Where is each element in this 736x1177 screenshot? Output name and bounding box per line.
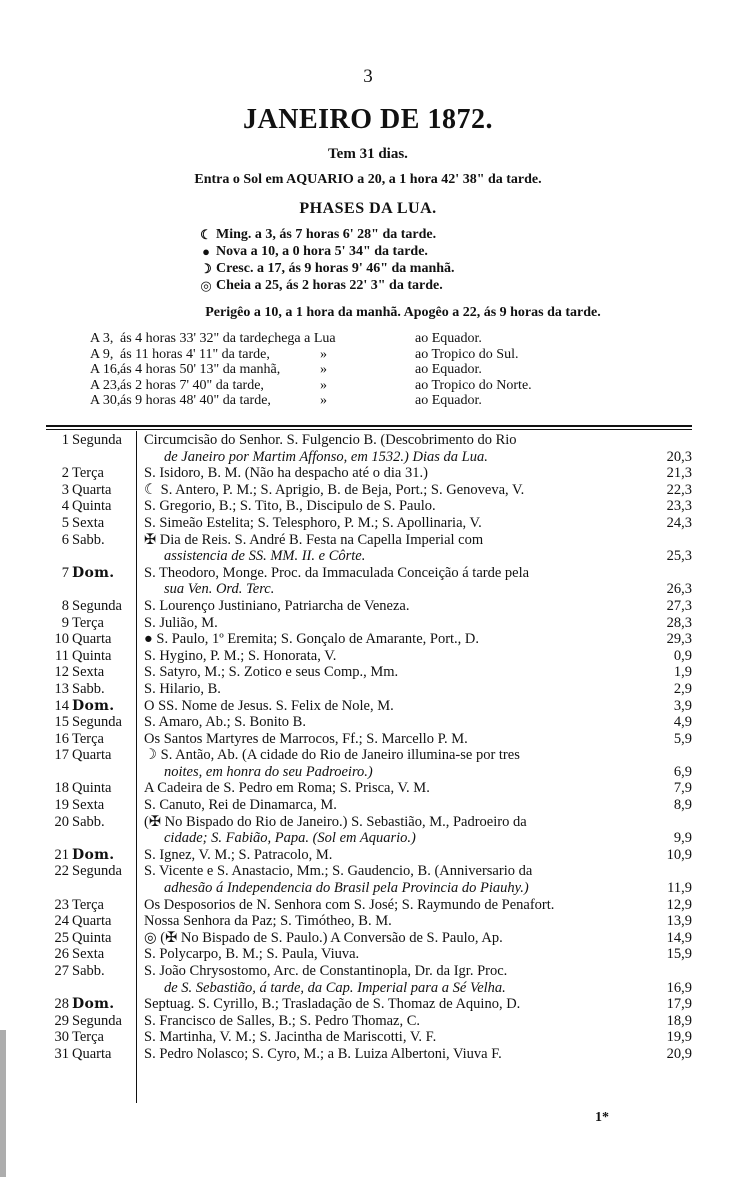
weekday: Dom. (72, 564, 115, 581)
day-number: 16 (54, 730, 69, 747)
saints-entry: S. Satyro, M.; S. Zotico e seus Comp., Mm. (144, 664, 399, 681)
equator-verb: » (320, 346, 327, 362)
table-row (46, 615, 692, 632)
day-number: 1 (61, 432, 69, 448)
saints-entry: ☾ S. Antero, P. M.; S. Aprigio, B. de Beja, Port.; S. Genoveva, V. (144, 481, 525, 498)
table-row (46, 764, 692, 781)
saints-entry: S. Lourenço Justiniano, Patriarcha de Veneza. (144, 597, 410, 614)
equator-verb: » (320, 362, 327, 377)
weekday: Sabb. (72, 680, 105, 697)
equator-time: ás 2 horas 7' 40" da tarde, (120, 377, 264, 393)
saints-entry: S. Julião, M. (144, 614, 218, 631)
saints-entry: noites, em honra do seu Padroeiro.) (164, 763, 373, 780)
weekday: Segunda (72, 432, 122, 448)
day-number: 26 (54, 946, 69, 963)
table-row (46, 1046, 692, 1063)
saints-entry: Circumcisão do Senhor. S. Fulgencio B. (Descobrimento do Rio (144, 432, 517, 448)
table-row (46, 930, 692, 947)
day-number: 18 (54, 780, 69, 797)
table-row (46, 747, 692, 764)
moon-phase-text: Ming. a 3, ás 7 horas 6' 28" da tarde. (216, 226, 437, 242)
moon-age: 2,9 (673, 680, 692, 697)
table-row (46, 449, 692, 466)
signature-mark: 1* (595, 1110, 609, 1125)
saints-entry: S. João Chrysostomo, Arc. de Constantinopla, Dr. da Igr. Proc. (144, 963, 508, 979)
saints-entry: Nossa Senhora da Paz; S. Timótheo, B. M. (144, 913, 392, 930)
weekday: Segunda (72, 1012, 122, 1029)
table-row (46, 598, 692, 615)
table-row (46, 963, 692, 980)
saints-entry: Os Desposorios de N. Senhora com S. José; S. Raymundo de Penafort. (144, 896, 555, 913)
moon-age: 28,3 (666, 614, 692, 631)
saints-entry: assistencia de SS. MM. II. e Côrte. (164, 548, 366, 565)
saints-entry: S. Pedro Nolasco; S. Cyro, M.; a B. Luiza Albertoni, Viuva F. (144, 1045, 502, 1062)
moon-age: 17,9 (666, 996, 692, 1013)
table-row (46, 565, 692, 582)
table-row (46, 1029, 692, 1046)
moon-age: 21,3 (666, 465, 692, 482)
table-row (46, 465, 692, 482)
equator-time: ás 11 horas 4' 11" da tarde, (120, 346, 270, 362)
moon-age: 8,9 (673, 797, 692, 814)
equator-dest: ao Tropico do Norte. (415, 377, 532, 393)
moon-age: 13,9 (666, 913, 692, 930)
moon-age: 29,3 (666, 631, 692, 648)
weekday: Sabb. (72, 963, 105, 979)
weekday: Segunda (72, 714, 122, 731)
saints-entry: S. Hygino, P. M.; S. Honorata, V. (144, 647, 337, 664)
equator-dest: ao Equador. (415, 331, 482, 346)
equator-time: ás 4 horas 33' 32" da tarde, (120, 331, 271, 346)
moon-age: 7,9 (673, 780, 692, 797)
equator-date: A 30, (90, 393, 121, 408)
weekday: Terça (72, 896, 104, 913)
day-number: 23 (54, 896, 69, 913)
weekday: Quarta (72, 913, 112, 930)
sun-entry-note: Entra o Sol em AQUARIO a 20, a 1 hora 42' 38" da tarde. (194, 172, 542, 187)
moon-age: 14,9 (666, 929, 692, 946)
table-row (46, 581, 692, 598)
table-row (46, 980, 692, 997)
table-row (46, 664, 692, 681)
weekday: Quarta (72, 631, 112, 648)
saints-entry: S. Gregorio, B.; S. Tito, B., Discipulo de S. Paulo. (144, 498, 436, 515)
weekday: Quarta (72, 1045, 112, 1062)
equator-verb: » (320, 393, 327, 408)
saints-entry: S. Amaro, Ab.; S. Bonito B. (144, 714, 306, 731)
moon-age: 6,9 (673, 763, 692, 780)
weekday: Sabb. (72, 531, 105, 548)
days-count: Tem 31 dias. (328, 146, 408, 162)
moon-phases-heading: PHASES DA LUA. (299, 200, 437, 217)
saints-entry: Os Santos Martyres de Marrocos, Ff.; S. Marcello P. M. (144, 730, 468, 747)
table-row (46, 880, 692, 897)
table-row (46, 498, 692, 515)
day-number: 20 (54, 813, 69, 830)
weekday: Terça (72, 1029, 104, 1046)
saints-entry: ✠ Dia de Reis. S. André B. Festa na Capella Imperial com (144, 531, 484, 548)
table-row (46, 532, 692, 549)
day-number: 22 (54, 863, 69, 880)
table-row (46, 631, 692, 648)
day-number: 4 (61, 498, 69, 515)
day-number: 2 (61, 465, 69, 482)
moon-age: 15,9 (666, 946, 692, 963)
saints-entry: cidade; S. Fabião, Papa. (Sol em Aquario.) (164, 830, 416, 847)
perigee-apogee-note: Perigêo a 10, a 1 hora da manhã. Apogêo a 22, ás 9 horas da tarde. (205, 305, 601, 320)
day-number: 29 (54, 1012, 69, 1029)
saints-entry: A Cadeira de S. Pedro em Roma; S. Prisca, V. M. (144, 780, 430, 797)
saints-entry: O SS. Nome de Jesus. S. Felix de Nole, M. (144, 697, 394, 714)
moon-phase-text: Cresc. a 17, ás 9 horas 9' 46" da manhã. (216, 260, 455, 276)
weekday: Segunda (72, 863, 122, 880)
moon-age: 24,3 (666, 514, 692, 531)
saints-entry: ☽ S. Antão, Ab. (A cidade do Rio de Janeiro illumina-se por tres (144, 747, 520, 764)
table-row (46, 515, 692, 532)
equator-date: A 16, (90, 362, 121, 377)
table-top-rule (46, 425, 692, 427)
moon-age: 22,3 (666, 481, 692, 498)
equator-dest: ao Tropico do Sul. (415, 346, 519, 362)
day-number: 10 (54, 631, 69, 648)
day-number: 14 (54, 697, 69, 714)
saints-entry: adhesão á Independencia do Brasil pela Provincia do Piauhy.) (164, 880, 529, 897)
day-number: 19 (54, 797, 69, 814)
table-row (46, 714, 692, 731)
moon-phase-row (196, 243, 576, 260)
moon-phase-row (196, 226, 576, 243)
weekday: Sexta (72, 664, 105, 681)
moon-age: 20,3 (666, 448, 692, 465)
table-row (46, 780, 692, 797)
moon-phase-icon: ☾ (200, 226, 212, 242)
moon-age: 4,9 (673, 714, 692, 731)
moon-phase-row (196, 260, 576, 277)
weekday: Quarta (72, 747, 112, 764)
weekday: Quinta (72, 498, 112, 515)
saints-entry: S. Isidoro, B. M. (Não ha despacho até o dia 31.) (144, 465, 428, 482)
saints-entry: Septuag. S. Cyrillo, B.; Trasladação de S. Thomaz de Aquino, D. (144, 996, 521, 1013)
page-title: JANEIRO DE 1872. (243, 104, 493, 135)
day-number: 13 (54, 680, 69, 697)
moon-age: 27,3 (666, 597, 692, 614)
table-row (46, 913, 692, 930)
day-number: 31 (54, 1045, 69, 1062)
moon-age: 5,9 (673, 730, 692, 747)
table-row (46, 847, 692, 864)
moon-age: 23,3 (666, 498, 692, 515)
day-number: 21 (54, 846, 69, 863)
weekday: Quinta (72, 647, 112, 664)
moon-age: 20,9 (666, 1045, 692, 1062)
moon-age: 18,9 (666, 1012, 692, 1029)
table-row (46, 548, 692, 565)
day-number: 7 (61, 564, 69, 581)
saints-entry: S. Ignez, V. M.; S. Patracolo, M. (144, 846, 333, 863)
equator-date: A 3, (90, 331, 114, 346)
table-row (46, 432, 692, 449)
saints-entry: ● S. Paulo, 1º Eremita; S. Gonçalo de Amarante, Port., D. (144, 631, 480, 648)
moon-phase-icon: ● (202, 243, 210, 259)
table-row (46, 648, 692, 665)
table-row (46, 996, 692, 1013)
day-number: 6 (61, 531, 69, 548)
moon-age: 26,3 (666, 581, 692, 598)
weekday: Terça (72, 730, 104, 747)
binding-edge (0, 1030, 6, 1177)
table-row (46, 1013, 692, 1030)
weekday: Segunda (72, 597, 122, 614)
day-number: 3 (61, 481, 69, 498)
moon-phase-text: Cheia a 25, ás 2 horas 22' 3" da tarde. (216, 277, 443, 293)
saints-entry: de S. Sebastião, á tarde, da Cap. Imperial para a Sé Velha. (164, 979, 506, 996)
moon-phase-row (196, 277, 576, 294)
equator-time: ás 4 horas 50' 13" da manhã, (120, 362, 281, 377)
saints-entry: sua Ven. Ord. Terc. (164, 581, 275, 598)
table-row (46, 681, 692, 698)
day-number: 12 (54, 664, 69, 681)
table-row (46, 482, 692, 499)
moon-age: 11,9 (667, 880, 692, 897)
equator-verb: » (320, 377, 327, 393)
day-number: 28 (54, 996, 69, 1013)
day-number: 11 (55, 647, 69, 664)
day-number: 17 (54, 747, 69, 764)
moon-age: 12,9 (666, 896, 692, 913)
moon-age: 3,9 (673, 697, 692, 714)
weekday: Terça (72, 614, 104, 631)
weekday: Sexta (72, 514, 105, 531)
saints-entry: S. Theodoro, Monge. Proc. da Immaculada Conceição á tarde pela (144, 564, 530, 581)
weekday: Sexta (72, 946, 105, 963)
saints-entry: ◎ (✠ No Bispado de S. Paulo.) A Conversão de S. Paulo, Ap. (144, 929, 503, 946)
day-number: 24 (54, 913, 69, 930)
moon-age: 10,9 (666, 846, 692, 863)
equator-time: ás 9 horas 48' 40" da tarde, (120, 393, 271, 408)
moon-phase-text: Nova a 10, a 0 hora 5' 34" da tarde. (216, 243, 428, 259)
saints-entry: S. Polycarpo, B. M.; S. Paula, Viuva. (144, 946, 360, 963)
moon-age: 1,9 (673, 664, 692, 681)
day-number: 30 (54, 1029, 69, 1046)
moon-age: 25,3 (666, 548, 692, 565)
saints-entry: S. Hilario, B. (144, 680, 221, 697)
weekday: Sabb. (72, 813, 105, 830)
table-row (46, 830, 692, 847)
table-row (46, 863, 692, 880)
equator-date: A 9, (90, 346, 114, 362)
saints-entry: (✠ No Bispado do Rio de Janeiro.) S. Sebastião, M., Padroeiro da (144, 813, 527, 830)
saints-entry: S. Martinha, V. M.; S. Jacintha de Mariscotti, V. F. (144, 1029, 437, 1046)
weekday: Dom. (72, 996, 115, 1013)
table-row (46, 814, 692, 831)
table-row (46, 731, 692, 748)
day-number: 15 (54, 714, 69, 731)
saints-entry: S. Simeão Estelita; S. Telesphoro, P. M.; S. Apollinaria, V. (144, 514, 482, 531)
day-number: 9 (61, 614, 69, 631)
weekday: Quarta (72, 481, 112, 498)
table-row (46, 797, 692, 814)
table-row (46, 897, 692, 914)
weekday: Dom. (72, 846, 115, 863)
weekday: Sexta (72, 797, 105, 814)
equator-dest: ao Equador. (415, 362, 482, 377)
calendar-table (46, 432, 692, 1063)
moon-age: 19,9 (666, 1029, 692, 1046)
day-number: 5 (61, 514, 69, 531)
weekday: Dom. (72, 697, 115, 714)
moon-age: 0,9 (673, 647, 692, 664)
saints-entry: S. Vicente e S. Anastacio, Mm.; S. Gaudencio, B. (Anniversario da (144, 863, 533, 880)
equator-verb: chega a Lua (268, 331, 336, 346)
saints-entry: de Janeiro por Martim Affonso, em 1532.) Dias da Lua. (164, 448, 488, 465)
moon-phase-icon: ☽ (200, 260, 212, 276)
day-number: 27 (54, 963, 69, 979)
saints-entry: S. Canuto, Rei de Dinamarca, M. (144, 797, 337, 814)
moon-phase-icon: ◎ (200, 277, 212, 293)
moon-age: 16,9 (666, 979, 692, 996)
weekday: Quinta (72, 929, 112, 946)
weekday: Quinta (72, 780, 112, 797)
moon-phases-list (196, 226, 576, 294)
day-number: 25 (54, 929, 69, 946)
table-row (46, 946, 692, 963)
day-number: 8 (61, 597, 69, 614)
table-row (46, 698, 692, 715)
saints-entry: S. Francisco de Salles, B.; S. Pedro Thomaz, C. (144, 1012, 421, 1029)
table-top-rule-thin (46, 429, 692, 430)
moon-age: 9,9 (673, 830, 692, 847)
weekday: Terça (72, 465, 104, 482)
equator-date: A 23, (90, 377, 121, 393)
page-number: 3 (363, 66, 373, 87)
equator-dest: ao Equador. (415, 393, 482, 408)
